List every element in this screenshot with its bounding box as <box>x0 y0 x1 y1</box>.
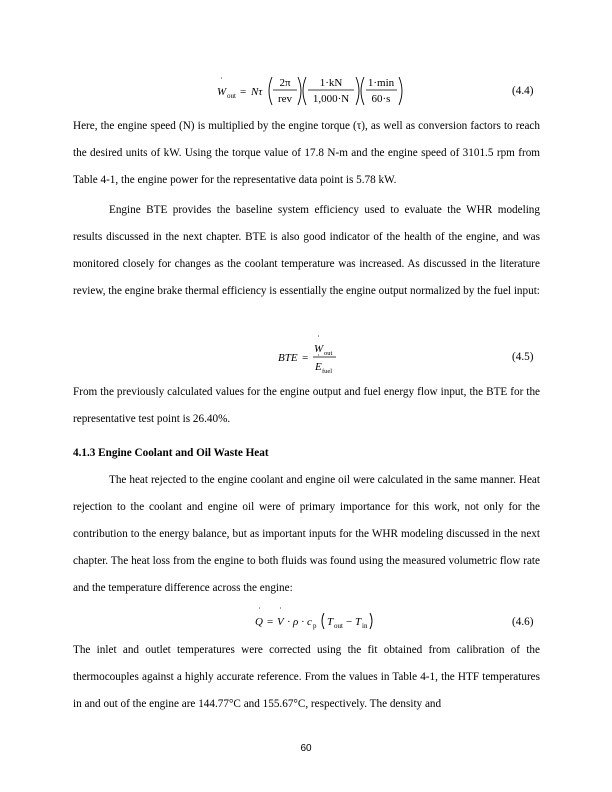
equation-4-6 <box>0 605 612 639</box>
equation-4-4 <box>0 74 612 108</box>
eq44-paren-close-2 <box>356 77 359 105</box>
eq46-paren-open <box>322 613 324 629</box>
eq45-num-sub: out <box>324 350 333 357</box>
equation-number-4-4: (4.4) <box>512 85 534 97</box>
eq46-dot2: · <box>301 616 305 628</box>
eq44-dot: ˙ <box>220 76 223 86</box>
paragraph-heat-rejection: The heat rejected to the engine coolant and engine oil were calculated in the same manner. Heat rejection to the coolant and engine oil were of primary importance for this work, not only for the contribution to the energy balance, but as important inputs for the WHR modeling discussed in the next chapter. The heat loss from the engine to both fluids was found using the measured volumetric flow rate and the temperature difference across the engine: <box>73 474 540 594</box>
eq44-paren-open-3 <box>361 77 364 105</box>
eq44-lhs-sub: out <box>227 92 236 100</box>
eq46-c-sub: p <box>313 622 317 630</box>
eq46-dot1: · <box>287 616 291 628</box>
eq46-t-in: T <box>355 616 362 628</box>
paragraph-temperature-correction: The inlet and outlet temperatures were corrected using the fit obtained from calibration of the thermocouples against a highly accurate reference. From the values in Table 4-1, the HTF temperatures in and out of the engine are 144.77°C and 155.67°C, respectively. The density and <box>73 644 540 710</box>
eq46-t-out-sub: out <box>334 622 343 630</box>
eq46-paren-close <box>370 613 372 629</box>
eq44-f3-den: 60·s <box>371 93 391 105</box>
eq46-lhs-dot: ˙ <box>258 606 261 616</box>
eq45-den-dot: ˙ <box>317 353 320 363</box>
eq44-f1-den: rev <box>277 93 293 105</box>
eq46-v: V <box>277 616 284 628</box>
eq44-lhs: W <box>217 86 227 98</box>
paragraph-engine-bte: Engine BTE provides the baseline system efficiency used to evaluate the WHR modeling results discussed in the next chapter. BTE is also good indicator of the health of the engine, and was monitored closely for changes as the coolant temperature was increased. As discussed in the literature review, the engine brake thermal efficiency is essentially the engine output normalized by the fuel input: <box>73 204 540 297</box>
eq46-lhs: Q <box>255 616 263 628</box>
eq44-f3-num: 1·min <box>367 77 395 89</box>
eq45-equals: = <box>302 352 309 364</box>
eq44-f2-den: 1,000·N <box>312 93 350 105</box>
page-number: 60 <box>300 743 312 754</box>
eq45-num: W <box>314 343 324 355</box>
eq44-coeff: Nτ <box>251 86 263 98</box>
eq44-paren-close-3 <box>399 77 402 105</box>
equation-number-4-5: (4.5) <box>512 351 534 363</box>
eq45-den: E <box>315 361 322 373</box>
equation-4-5 <box>0 334 612 375</box>
paragraph-engine-power: Here, the engine speed (N) is multiplied by the engine torque (τ), as well as conversion factors to reach the desired units of kW. Using the torque value of 17.8 N-m and the engine speed of 3101.5 rpm from Table 4-1, the engine power for the representative data point is 5.78 kW. <box>73 120 540 186</box>
eq46-rho: ρ <box>293 616 299 628</box>
eq44-paren-open-2 <box>303 77 306 105</box>
eq46-equals: = <box>267 616 274 628</box>
eq46-minus: − <box>346 616 353 628</box>
eq45-num-dot: ˙ <box>317 334 320 344</box>
eq44-f1-num: 2π <box>279 77 291 89</box>
eq44-paren-open-1 <box>269 77 272 105</box>
paragraph-bte-result: From the previously calculated values for the engine output and fuel energy flow input, the BTE for the representative test point is 26.40%. <box>73 386 540 425</box>
section-heading: 4.1.3 Engine Coolant and Oil Waste Heat <box>73 447 269 459</box>
eq46-t-in-sub: in <box>362 622 368 630</box>
eq44-f2-num: 1·kN <box>319 77 343 89</box>
eq46-v-dot: ˙ <box>279 606 282 616</box>
eq45-den-sub: fuel <box>322 368 333 375</box>
eq46-c: c <box>307 616 312 628</box>
eq44-paren-close-1 <box>298 77 301 105</box>
equation-number-4-6: (4.6) <box>512 616 534 628</box>
eq46-t-out: T <box>327 616 334 628</box>
eq44-equals: = <box>240 86 247 98</box>
eq45-lhs: BTE <box>278 352 298 364</box>
